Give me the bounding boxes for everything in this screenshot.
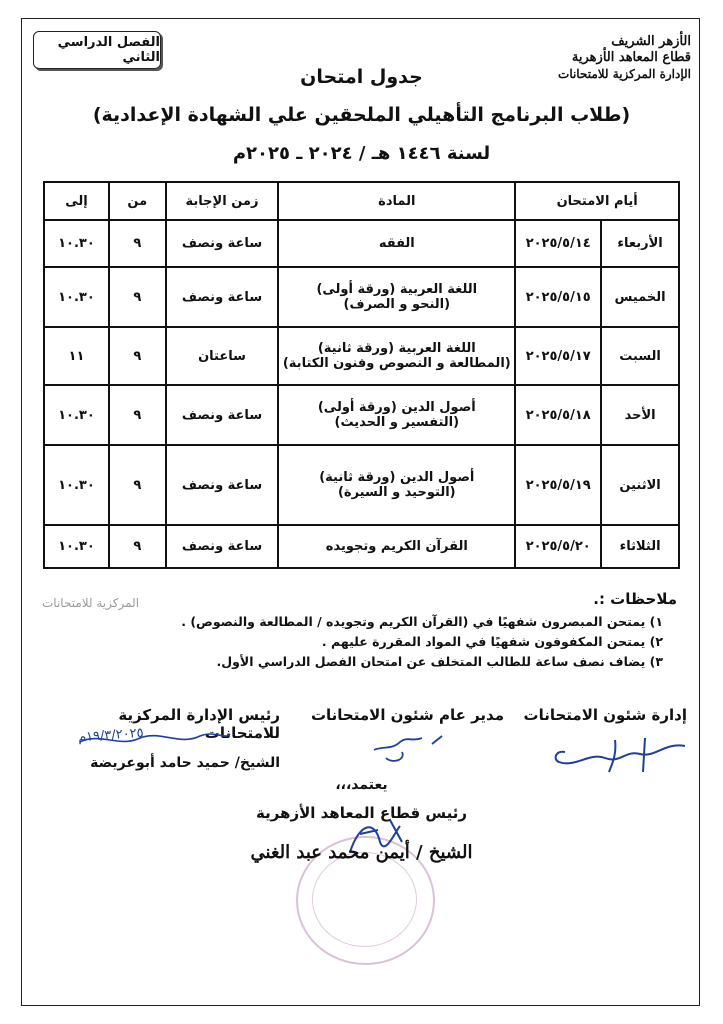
watermark-text: المركزية للامتحانات xyxy=(42,596,140,610)
cell-from: ٩ xyxy=(109,327,166,385)
header-days: أيام الامتحان xyxy=(515,182,679,220)
exam-schedule-table xyxy=(43,181,680,569)
cell-duration: ساعة ونصف xyxy=(166,525,279,568)
cell-to: ١١ xyxy=(44,327,109,385)
cell-to: ١٠.٣٠ xyxy=(44,267,109,327)
subject-line: الفقه xyxy=(378,236,415,251)
cell-from: ٩ xyxy=(109,525,166,568)
cell-subject xyxy=(278,385,515,445)
cell-duration: ساعة ونصف xyxy=(166,220,279,267)
cell-day: الاثنين xyxy=(601,445,679,525)
subject-line: القرآن الكريم وتجويده xyxy=(325,539,468,554)
cell-from: ٩ xyxy=(109,445,166,525)
central-admin-name: الشيخ/ حميد حامد أبوعريضة xyxy=(90,755,280,771)
subject-subline: (النحو و الصرف) xyxy=(343,297,451,312)
cell-duration: ساعة ونصف xyxy=(166,445,279,525)
approval-text: يعتمد،،، xyxy=(335,777,388,793)
table-row xyxy=(44,445,679,525)
cell-date: ٢٠٢٥/٥/١٥ xyxy=(515,267,601,327)
subject-line: اللغة العربية (ورقة أولى) xyxy=(316,282,478,297)
general-manager-title: مدير عام شئون الامتحانات xyxy=(310,706,504,724)
signature-date: ١٩/٣/٢٠٢٥م xyxy=(77,725,145,746)
subject-subline: (التوحيد و السيرة) xyxy=(337,485,456,500)
page-title: جدول امتحان xyxy=(300,66,423,88)
cell-duration: ساعة ونصف xyxy=(166,385,279,445)
cell-from: ٩ xyxy=(109,220,166,267)
subject-line: أصول الدين (ورقة ثانية) xyxy=(319,470,475,485)
note-item: ١) يمتحن المبصرون شفهيًا في (القرآن الكريم وتجويده / المطالعة والنصوص) . xyxy=(181,614,663,629)
cell-to: ١٠.٣٠ xyxy=(44,220,109,267)
signature-general-manager xyxy=(362,728,452,770)
cell-date: ٢٠٢٥/٥/١٧ xyxy=(515,327,601,385)
subject-line: أصول الدين (ورقة أولى) xyxy=(317,400,476,415)
signature-exam-affairs xyxy=(545,728,695,778)
academic-year: لسنة ١٤٤٦ هـ / ٢٠٢٤ ـ ٢٠٢٥م xyxy=(232,143,491,164)
semester-label: الفصل الدراسي الثاني xyxy=(57,35,160,65)
cell-from: ٩ xyxy=(109,267,166,327)
subject-subline: (المطالعة و النصوص وفنون الكتابة) xyxy=(282,356,511,371)
page-subtitle: (طلاب البرنامج التأهيلي الملحقين علي الشهادة الإعدادية) xyxy=(92,104,631,126)
org-line-1: الأزهر الشريف xyxy=(611,34,691,49)
semester-box xyxy=(33,31,161,69)
notes-section xyxy=(37,590,677,672)
cell-duration: ساعة ونصف xyxy=(166,267,279,327)
cell-day: الثلاثاء xyxy=(601,525,679,568)
header-subject: المادة xyxy=(278,182,515,220)
cell-to: ١٠.٣٠ xyxy=(44,445,109,525)
notes-title: ملاحظات :. xyxy=(593,590,677,608)
table-row xyxy=(44,327,679,385)
sector-head-title: رئيس قطاع المعاهد الأزهرية xyxy=(256,804,467,822)
note-item: ٢) يمتحن المكفوفون شفهيًا في المواد المقررة عليهم . xyxy=(321,634,663,649)
cell-to: ١٠.٣٠ xyxy=(44,385,109,445)
org-line-2: قطاع المعاهد الأزهرية xyxy=(571,50,691,65)
cell-date: ٢٠٢٥/٥/٢٠ xyxy=(515,525,601,568)
cell-subject xyxy=(278,220,515,267)
cell-subject xyxy=(278,445,515,525)
subject-line: اللغة العربية (ورقة ثانية) xyxy=(317,341,476,356)
subject-subline: (التفسير و الحديث) xyxy=(334,415,460,430)
table-row xyxy=(44,385,679,445)
table-row xyxy=(44,525,679,568)
header-duration: زمن الإجابة xyxy=(166,182,279,220)
cell-subject xyxy=(278,267,515,327)
cell-date: ٢٠٢٥/٥/١٨ xyxy=(515,385,601,445)
cell-day: الخميس xyxy=(601,267,679,327)
cell-duration: ساعتان xyxy=(166,327,279,385)
central-admin-title: رئيس الإدارة المركزية للامتحانات xyxy=(118,706,280,742)
cell-day: السبت xyxy=(601,327,679,385)
cell-subject xyxy=(278,327,515,385)
cell-to: ١٠.٣٠ xyxy=(44,525,109,568)
sector-head-name: الشيخ / أيمن محمد عبد الغني xyxy=(250,842,473,863)
cell-date: ٢٠٢٥/٥/١٩ xyxy=(515,445,601,525)
cell-day: الأحد xyxy=(601,385,679,445)
header-to: إلى xyxy=(44,182,109,220)
header-from: من xyxy=(109,182,166,220)
cell-date: ٢٠٢٥/٥/١٤ xyxy=(515,220,601,267)
cell-day: الأربعاء xyxy=(601,220,679,267)
table-header-row xyxy=(44,182,679,220)
cell-subject xyxy=(278,525,515,568)
cell-from: ٩ xyxy=(109,385,166,445)
table-row xyxy=(44,220,679,267)
exam-affairs-title: إدارة شئون الامتحانات xyxy=(523,706,687,724)
note-item: ٣) يضاف نصف ساعة للطالب المتخلف عن امتحان الفصل الدراسي الأول. xyxy=(216,654,663,669)
org-line-3: الإدارة المركزية للامتحانات xyxy=(558,67,691,81)
table-row xyxy=(44,267,679,327)
